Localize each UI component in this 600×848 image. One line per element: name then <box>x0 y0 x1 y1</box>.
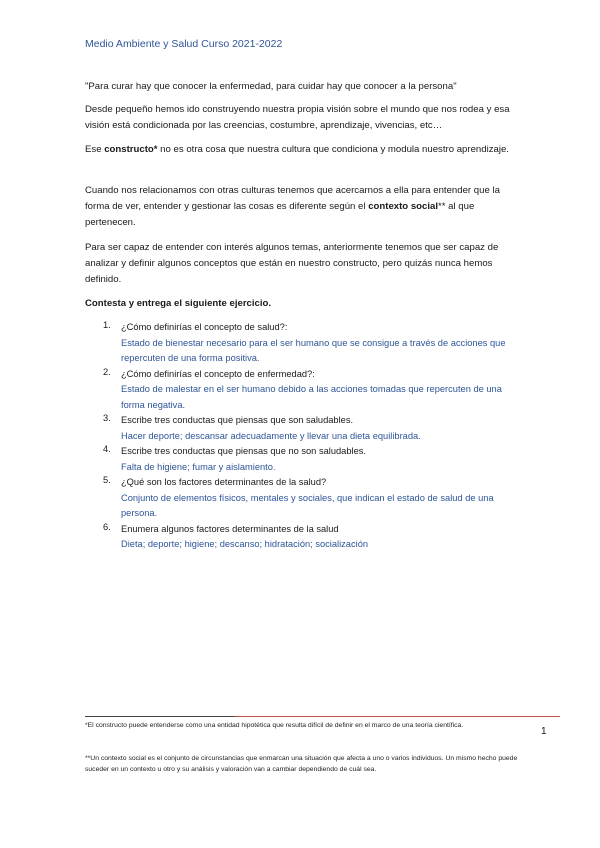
paragraph-constructo <box>85 142 515 158</box>
document-header-title: Medio Ambiente y Salud Curso 2021-2022 <box>85 38 283 50</box>
question-text: Escribe tres conductas que piensas que son saludables. <box>121 415 354 425</box>
footnote-constructo: *El constructo puede entenderse como una entidad hipotética que resulta difícil de definir en el marco de una teoría científica. <box>85 722 464 729</box>
paragraph-vision: Desde pequeño hemos ido construyendo nuestra propia visión sobre el mundo que nos rodea y esa visión está condicionada por las creencias, costumbre, aprendizaje, vivencias, etc… <box>85 104 510 131</box>
paragraph-conceptos: Para ser capaz de entender con interés algunos temas, anteriormente tenemos que ser capaz de analizar y definir algunos conceptos que están en nuestro constructo, pero quizás nunca hemos definido. <box>85 242 499 285</box>
question-item <box>85 522 525 553</box>
question-number: 6. <box>103 521 111 532</box>
paragraph-contexto-pre: Cuando nos relacionamos con otras culturas tenemos que acercarnos a ella para entender que la forma de ver, entender y gestionar las cosas es diferente según el <box>85 185 500 212</box>
paragraph-contexto <box>85 183 515 231</box>
footnote-contexto-social: **Un contexto social es el conjunto de circunstancias que enmarcan una situación que afecta a uno o varios individuos. Un mismo hecho puede suceder en un contexto u otro y su análisis y valoración van a cambiar dependiendo de cuál sea. <box>85 755 518 773</box>
answer-text: Estado de malestar en el ser humano debido a las acciones tomadas que repercuten de una forma negativa. <box>121 384 502 410</box>
question-text: ¿Qué son los factores determinantes de la salud? <box>121 477 327 487</box>
page-number: 1 <box>541 726 547 737</box>
answer-text: Dieta; deporte; higiene; descanso; hidratación; socialización <box>121 539 369 549</box>
question-item <box>85 367 525 414</box>
question-item <box>85 475 525 522</box>
question-item <box>85 444 525 475</box>
question-number: 3. <box>103 413 111 423</box>
paragraph-constructo-pre: Ese <box>85 144 105 155</box>
term-contexto-social: contexto social <box>368 201 439 212</box>
answer-text: Conjunto de elementos físicos, mentales y sociales, que indican el estado de salud de una persona. <box>121 492 494 518</box>
paragraph-constructo-post: no es otra cosa que nuestra cultura que condiciona y modula nuestro aprendizaje. <box>157 144 509 155</box>
question-number: 5. <box>103 475 111 485</box>
question-text: Escribe tres conductas que piensas que no son saludables. <box>121 446 366 456</box>
paragraph-contexto-post: ** al que pertenecen. <box>85 201 475 228</box>
answer-text: Falta de higiene; fumar y aislamiento. <box>121 461 276 472</box>
question-text: ¿Cómo definirías el concepto de enfermedad?: <box>121 368 315 379</box>
question-text: Enumera algunos factores determinantes de la salud <box>121 523 339 534</box>
question-list <box>85 320 525 553</box>
answer-text: Hacer deporte; descansar adecuadamente y llevar una dieta equilibrada. <box>121 430 421 441</box>
question-item <box>85 413 525 444</box>
question-item <box>85 320 525 367</box>
quote-line: "Para curar hay que conocer la enfermedad, para cuidar hay que conocer a la persona" <box>85 81 457 92</box>
footnote-separator <box>85 716 235 717</box>
question-text: ¿Cómo definirías el concepto de salud?: <box>121 322 288 332</box>
question-number: 2. <box>103 366 111 377</box>
question-number: 1. <box>103 320 111 330</box>
answer-text: Estado de bienestar necesario para el ser humano que se consigue a través de acciones que repercuten de una forma positiva. <box>121 337 506 363</box>
term-constructo: constructo* <box>104 144 158 155</box>
question-number: 4. <box>103 444 111 454</box>
task-title: Contesta y entrega el siguiente ejercicio. <box>85 298 272 309</box>
